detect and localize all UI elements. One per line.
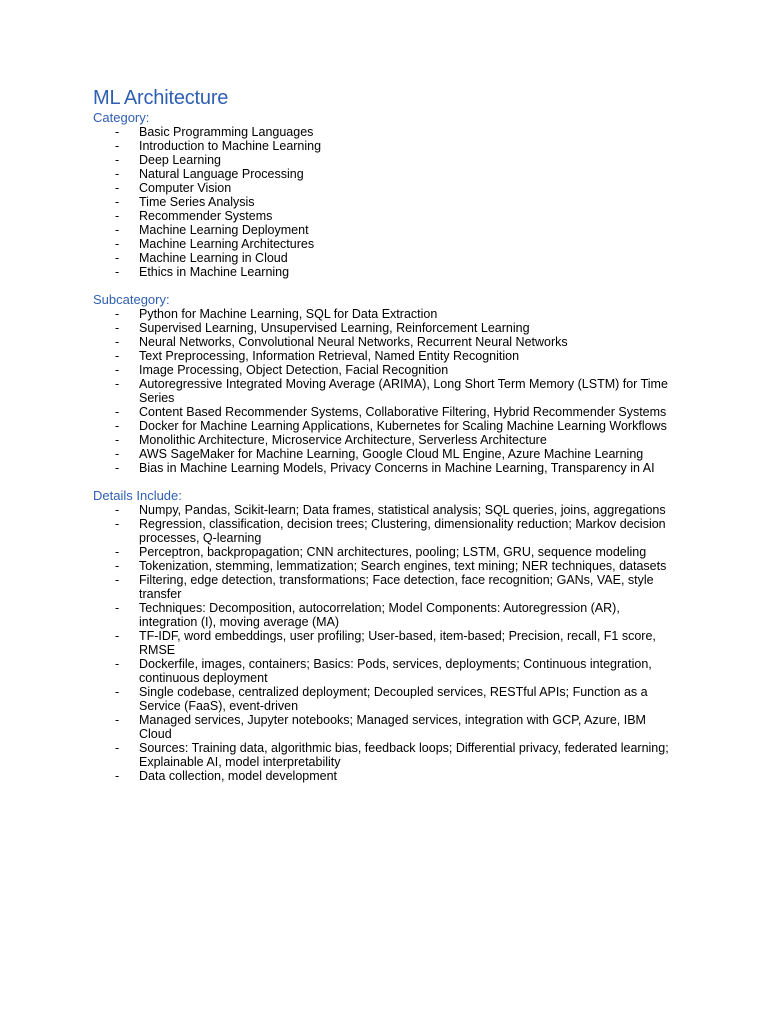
list-item: [93, 363, 671, 377]
list-item-text: Deep Learning: [139, 153, 222, 167]
list-item-text: Image Processing, Object Detection, Facial Recognition: [139, 363, 449, 377]
list-item-text: Natural Language Processing: [139, 167, 304, 181]
list-item: [93, 573, 671, 601]
list-item-text: Python for Machine Learning, SQL for Data Extraction: [139, 307, 438, 321]
dash-bullet-icon: -: [115, 335, 120, 349]
dash-bullet-icon: -: [115, 517, 120, 531]
dash-bullet-icon: -: [115, 447, 120, 461]
dash-bullet-icon: -: [115, 573, 120, 587]
category-list: [93, 125, 693, 279]
list-item-text: Sources: Training data, algorithmic bias, feedback loops; Differential privacy, federated learning; Explainable AI, model interpretability: [139, 741, 669, 769]
list-item-text: Filtering, edge detection, transformations; Face detection, face recognition; GANs, VAE, style transfer: [139, 573, 654, 601]
list-item-text: Content Based Recommender Systems, Collaborative Filtering, Hybrid Recommender Systems: [139, 405, 667, 419]
list-item: [93, 657, 671, 685]
list-item-text: Introduction to Machine Learning: [139, 139, 322, 153]
list-item: [93, 167, 671, 181]
list-item: [93, 713, 671, 741]
dash-bullet-icon: -: [115, 349, 120, 363]
list-item: [93, 461, 671, 475]
list-item-text: Monolithic Architecture, Microservice Architecture, Serverless Architecture: [139, 433, 547, 447]
list-item-text: Numpy, Pandas, Scikit-learn; Data frames, statistical analysis; SQL queries, joins, aggregations: [139, 503, 666, 517]
dash-bullet-icon: -: [115, 419, 120, 433]
list-item: [93, 405, 671, 419]
subcategory-list: [93, 307, 693, 475]
list-item-text: Machine Learning Architectures: [139, 237, 315, 251]
list-item-text: Single codebase, centralized deployment; Decoupled services, RESTful APIs; Function as a Service (FaaS), event-driven: [139, 685, 648, 713]
dash-bullet-icon: -: [115, 307, 120, 321]
list-item: [93, 741, 671, 769]
list-item: [93, 545, 671, 559]
list-item: [93, 559, 671, 573]
dash-bullet-icon: -: [115, 125, 120, 139]
dash-bullet-icon: -: [115, 181, 120, 195]
list-item: [93, 321, 671, 335]
dash-bullet-icon: -: [115, 601, 120, 615]
list-item: [93, 349, 671, 363]
dash-bullet-icon: -: [115, 223, 120, 237]
dash-bullet-icon: -: [115, 629, 120, 643]
dash-bullet-icon: -: [115, 657, 120, 671]
list-item: [93, 335, 671, 349]
dash-bullet-icon: -: [115, 503, 120, 517]
list-item-text: Data collection, model development: [139, 769, 338, 783]
list-item-text: Perceptron, backpropagation; CNN architectures, pooling; LSTM, GRU, sequence modeling: [139, 545, 647, 559]
list-item-text: Machine Learning in Cloud: [139, 251, 288, 265]
list-item: [93, 447, 671, 461]
list-item-text: Docker for Machine Learning Applications, Kubernetes for Scaling Machine Learning Workflows: [139, 419, 667, 433]
document-body: [93, 86, 693, 797]
list-item-text: Ethics in Machine Learning: [139, 265, 290, 279]
list-item: [93, 601, 671, 629]
list-item-text: Dockerfile, images, containers; Basics: Pods, services, deployments; Continuous integration, continuous deployment: [139, 657, 652, 685]
list-item: [93, 629, 671, 657]
list-item-text: Tokenization, stemming, lemmatization; Search engines, text mining; NER techniques, datasets: [139, 559, 667, 573]
list-item-text: Neural Networks, Convolutional Neural Networks, Recurrent Neural Networks: [139, 335, 568, 349]
list-item: [93, 419, 671, 433]
list-item-text: TF-IDF, word embeddings, user profiling; User-based, item-based; Precision, recall, F1 score, RMSE: [139, 629, 656, 657]
list-item-text: Computer Vision: [139, 181, 232, 195]
list-item-text: Regression, classification, decision trees; Clustering, dimensionality reduction; Markov decision processes, Q-learning: [139, 517, 666, 545]
section-category: [93, 111, 693, 279]
dash-bullet-icon: -: [115, 237, 120, 251]
section-heading: Details Include:: [93, 488, 182, 503]
dash-bullet-icon: -: [115, 433, 120, 447]
list-item: [93, 139, 671, 153]
section-heading: Subcategory:: [93, 292, 170, 307]
list-item: [93, 125, 671, 139]
dash-bullet-icon: -: [115, 713, 120, 727]
list-item-text: Recommender Systems: [139, 209, 273, 223]
list-item-text: Machine Learning Deployment: [139, 223, 309, 237]
section-heading: Category:: [93, 110, 150, 125]
dash-bullet-icon: -: [115, 363, 120, 377]
dash-bullet-icon: -: [115, 545, 120, 559]
list-item: [93, 517, 671, 545]
list-item: [93, 237, 671, 251]
list-item: [93, 307, 671, 321]
dash-bullet-icon: -: [115, 461, 120, 475]
list-item: [93, 265, 671, 279]
details-list: [93, 503, 693, 783]
dash-bullet-icon: -: [115, 685, 120, 699]
dash-bullet-icon: -: [115, 251, 120, 265]
section-subcategory: [93, 293, 693, 475]
dash-bullet-icon: -: [115, 321, 120, 335]
dash-bullet-icon: -: [115, 741, 120, 755]
page-title: ML Architecture: [93, 87, 229, 109]
dash-bullet-icon: -: [115, 769, 120, 783]
list-item-text: Managed services, Jupyter notebooks; Managed services, integration with GCP, Azure, IBM Cloud: [139, 713, 646, 741]
list-item-text: Autoregressive Integrated Moving Average (ARIMA), Long Short Term Memory (LSTM) for Time Series: [139, 377, 668, 405]
list-item-text: Text Preprocessing, Information Retrieval, Named Entity Recognition: [139, 349, 520, 363]
dash-bullet-icon: -: [115, 209, 120, 223]
list-item-text: Supervised Learning, Unsupervised Learning, Reinforcement Learning: [139, 321, 530, 335]
section-details: [93, 489, 693, 783]
dash-bullet-icon: -: [115, 167, 120, 181]
dash-bullet-icon: -: [115, 153, 120, 167]
list-item-text: AWS SageMaker for Machine Learning, Google Cloud ML Engine, Azure Machine Learning: [139, 447, 644, 461]
list-item: [93, 181, 671, 195]
dash-bullet-icon: -: [115, 265, 120, 279]
list-item-text: Techniques: Decomposition, autocorrelation; Model Components: Autoregression (AR), integration (I), moving average (MA): [139, 601, 620, 629]
dash-bullet-icon: -: [115, 559, 120, 573]
list-item: [93, 153, 671, 167]
list-item-text: Bias in Machine Learning Models, Privacy Concerns in Machine Learning, Transparency in AI: [139, 461, 655, 475]
list-item: [93, 251, 671, 265]
list-item-text: Time Series Analysis: [139, 195, 255, 209]
list-item: [93, 195, 671, 209]
list-item: [93, 209, 671, 223]
list-item-text: Basic Programming Languages: [139, 125, 314, 139]
list-item: [93, 433, 671, 447]
dash-bullet-icon: -: [115, 405, 120, 419]
list-item: [93, 377, 671, 405]
list-item: [93, 223, 671, 237]
list-item: [93, 503, 671, 517]
dash-bullet-icon: -: [115, 377, 120, 391]
list-item: [93, 769, 671, 783]
dash-bullet-icon: -: [115, 139, 120, 153]
dash-bullet-icon: -: [115, 195, 120, 209]
list-item: [93, 685, 671, 713]
